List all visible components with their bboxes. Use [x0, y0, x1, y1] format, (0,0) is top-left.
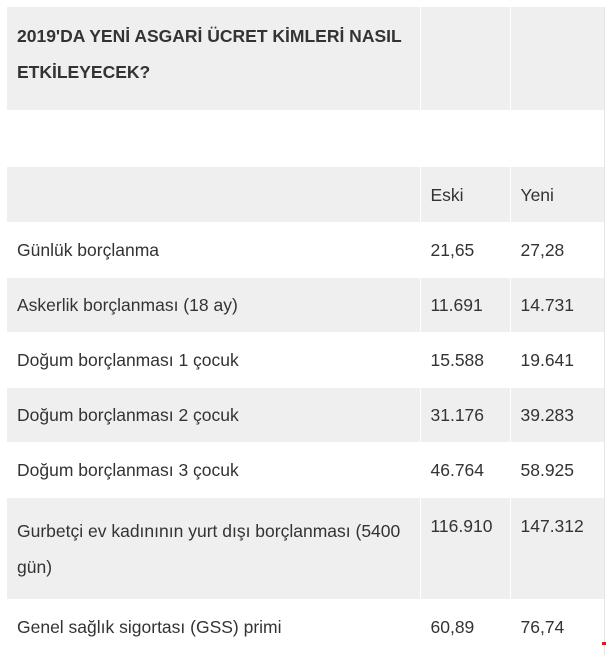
row-label: Günlük borçlanma	[7, 223, 420, 278]
table-row	[7, 498, 604, 600]
header-yeni: Yeni	[510, 167, 604, 223]
row-eski-value: 116.910	[420, 498, 510, 600]
row-label: Doğum borçlanması 2 çocuk	[7, 388, 420, 443]
row-label: Doğum borçlanması 3 çocuk	[7, 443, 420, 498]
row-yeni-value: 58.925	[510, 443, 604, 498]
table-title-row	[7, 7, 604, 111]
blank-cell	[420, 111, 510, 167]
row-yeni-value: 14.731	[510, 278, 604, 333]
table-row	[7, 333, 604, 388]
minimum-wage-effects-table	[7, 7, 604, 655]
blank-cell	[510, 111, 604, 167]
row-label: Gurbetçi ev kadınının yurt dışı borçlanması (5400 gün)	[7, 498, 420, 600]
row-label: Doğum borçlanması 1 çocuk	[7, 333, 420, 388]
row-yeni-value: 147.312	[510, 498, 604, 600]
table-row	[7, 278, 604, 333]
table-container	[7, 7, 605, 655]
row-label: Genel sağlık sigortası (GSS) primi	[7, 600, 420, 655]
blank-row	[7, 111, 604, 167]
header-label-cell	[7, 167, 420, 223]
title-empty-cell	[420, 7, 510, 111]
table-row	[7, 443, 604, 498]
row-yeni-value: 19.641	[510, 333, 604, 388]
blank-cell	[7, 111, 420, 167]
table-row	[7, 223, 604, 278]
table-title: 2019'DA YENİ ASGARİ ÜCRET KİMLERİ NASIL ETKİLEYECEK?	[7, 7, 420, 111]
table-row	[7, 388, 604, 443]
row-eski-value: 15.588	[420, 333, 510, 388]
title-empty-cell	[510, 7, 604, 111]
table-row	[7, 600, 604, 655]
row-eski-value: 46.764	[420, 443, 510, 498]
row-eski-value: 31.176	[420, 388, 510, 443]
row-eski-value: 11.691	[420, 278, 510, 333]
row-yeni-value: 27,28	[510, 223, 604, 278]
header-row	[7, 167, 604, 223]
header-eski: Eski	[420, 167, 510, 223]
row-label: Askerlik borçlanması (18 ay)	[7, 278, 420, 333]
row-eski-value: 21,65	[420, 223, 510, 278]
row-yeni-value: 76,74	[510, 600, 604, 655]
row-eski-value: 60,89	[420, 600, 510, 655]
row-yeni-value: 39.283	[510, 388, 604, 443]
